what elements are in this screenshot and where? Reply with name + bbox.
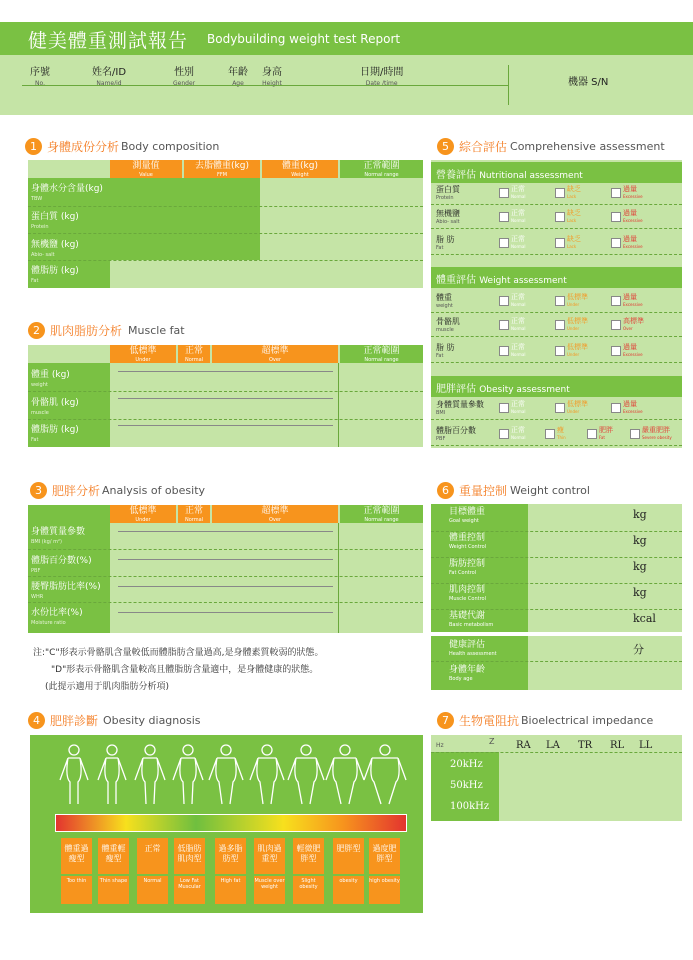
ca-option-0-1-2[interactable]: 過量 Excessive	[611, 210, 643, 224]
body-type-en-5: Muscle over weight	[254, 876, 285, 904]
bio-col-2: TR	[578, 740, 593, 751]
obesity-gradient-bar	[55, 814, 407, 832]
checkbox-icon[interactable]	[555, 212, 565, 222]
section-2-heading: 2 肌肉脂肪分析 Muscle fat	[28, 322, 185, 339]
checkbox-icon[interactable]	[611, 320, 621, 330]
checkbox-icon[interactable]	[499, 403, 509, 413]
bio-col-0: RA	[516, 740, 531, 751]
info-vdivider	[508, 65, 509, 105]
wc-unit-4: kcal	[633, 612, 656, 625]
body-type-en-2: Normal	[137, 876, 168, 904]
section-1-heading: 1 身體成份分析 Body composition	[25, 138, 219, 155]
body-type-4: 過多脂肪型	[215, 838, 246, 874]
checkbox-icon[interactable]	[499, 188, 509, 198]
checkbox-icon[interactable]	[611, 238, 621, 248]
body-type-en-3: Low Fat Muscular	[174, 876, 205, 904]
ca-option-0-0-0[interactable]: 正常 Normal	[499, 186, 525, 200]
section-6-heading: 6 重量控制 Weight control	[437, 482, 590, 499]
wc-row-4: 基礎代謝 Basic metabolism	[449, 611, 494, 628]
body-type-en-0: Too thin	[61, 876, 92, 904]
ca-option-0-2-1[interactable]: 缺乏 Lack	[555, 236, 581, 250]
body-type-1: 體重輕瘦型	[98, 838, 129, 874]
checkbox-icon[interactable]	[545, 429, 555, 439]
health-row-1: 身體年齡 Body age	[449, 665, 486, 682]
ca-option-1-1-1[interactable]: 低標準 Under	[555, 318, 588, 332]
s3-row-pbf: 體脂百分數(%) PBF	[31, 556, 92, 574]
checkbox-icon[interactable]	[611, 296, 621, 306]
notes	[33, 645, 323, 696]
s3-col-over: 超標準 Over	[261, 506, 289, 523]
ca-option-1-0-1[interactable]: 低標準 Under	[555, 294, 588, 308]
field-date: 日期/時間 Date /time	[360, 67, 404, 87]
checkbox-icon[interactable]	[611, 212, 621, 222]
wc-unit-3: kg	[633, 586, 647, 599]
body-type-5: 肌肉過重型	[254, 838, 285, 874]
checkbox-icon[interactable]	[499, 296, 509, 306]
wc-row-2: 脂肪控制 Fat Control	[449, 559, 486, 576]
ca-option-1-2-0[interactable]: 正常 Normal	[499, 344, 525, 358]
checkbox-icon[interactable]	[499, 212, 509, 222]
s3-row-bmi: 身體質量參數 BMI (kg/ m²)	[31, 527, 86, 545]
s2-row-weight: 體重 (kg) weight	[31, 370, 70, 388]
checkbox-icon[interactable]	[587, 429, 597, 439]
body-type-en-4: High fat	[215, 876, 246, 904]
ca-option-0-1-1[interactable]: 缺乏 Lack	[555, 210, 581, 224]
impedance-z: Z	[489, 737, 495, 746]
note-c: 注:"C"形表示骨骼肌含量較低而體脂肪含量過高,是身體素質較弱的狀態。	[33, 648, 324, 658]
ca-group-title-2: 肥胖評估 Obesity assessment	[436, 384, 570, 395]
ca-option-2-1-2[interactable]: 肥胖 Fat	[587, 427, 613, 441]
s3-row-moisture: 水份比率(%) Moisture ratio	[31, 608, 83, 626]
machine-sn: 機器 S/N	[568, 77, 609, 88]
body-type-6: 輕微肥胖型	[293, 838, 324, 874]
field-no: 序號 No.	[30, 67, 50, 87]
checkbox-icon[interactable]	[499, 320, 509, 330]
s3-col-normal: 正常 Normal	[184, 506, 204, 523]
s1-col-value: 測量值 Value	[132, 161, 160, 178]
ca-row-1-1: 骨骼肌 muscle	[436, 317, 460, 333]
body-type-en-1: Thin shape	[98, 876, 129, 904]
wc-unit-2: kg	[633, 560, 647, 573]
body-type-en-8: high obesity	[369, 876, 400, 904]
ca-row-0-2: 脂 肪 Fat	[436, 235, 455, 251]
wc-row-1: 體重控制 Weight Control	[449, 533, 487, 550]
ca-option-2-0-2[interactable]: 過量 Excessive	[611, 401, 643, 415]
s2-row-muscle: 骨骼肌 (kg) muscle	[31, 398, 79, 416]
checkbox-icon[interactable]	[611, 346, 621, 356]
ca-group-title-1: 體重評估 Weight assessment	[436, 275, 567, 286]
ca-group-title-0: 營養評估 Nutritional assessment	[436, 170, 583, 181]
bio-col-3: RL	[610, 740, 625, 751]
body-type-7: 肥胖型	[333, 838, 364, 874]
note-d: "D"形表示骨骼肌含量較高且體脂肪含量適中，是身體健康的狀態。	[51, 665, 319, 675]
s1-col-range: 正常範圍 Normal range	[363, 161, 400, 178]
section-4-heading: 4 肥胖診斷 Obesity diagnosis	[28, 712, 201, 729]
bio-col-4: LL	[639, 740, 653, 751]
report-title: 健美體重測試報告	[28, 30, 189, 52]
s1-row-tbw: 身體水分含量(kg) TBW	[31, 184, 103, 202]
ca-option-2-1-0[interactable]: 正常 Normal	[499, 427, 525, 441]
body-type-2: 正常	[137, 838, 168, 874]
ca-option-1-0-0[interactable]: 正常 Normal	[499, 294, 525, 308]
ca-option-1-2-2[interactable]: 過量 Excessive	[611, 344, 643, 358]
checkbox-icon[interactable]	[611, 188, 621, 198]
ca-option-0-1-0[interactable]: 正常 Normal	[499, 210, 525, 224]
body-type-en-7: obesity	[333, 876, 364, 904]
ca-option-1-1-0[interactable]: 正常 Normal	[499, 318, 525, 332]
s1-row-fat: 體脂肪 (kg) Fat	[31, 266, 79, 284]
checkbox-icon[interactable]	[555, 296, 565, 306]
checkbox-icon[interactable]	[555, 346, 565, 356]
wc-row-0: 目標體重 Goal weight	[449, 507, 486, 524]
ca-option-0-0-2[interactable]: 過量 Excessive	[611, 186, 643, 200]
s3-row-whr: 腰臀脂肪比率(%) WHR	[31, 582, 101, 600]
report-title-bar	[0, 22, 693, 55]
info-divider	[22, 85, 508, 86]
checkbox-icon[interactable]	[499, 346, 509, 356]
ca-option-0-0-1[interactable]: 缺乏 Lack	[555, 186, 581, 200]
ca-row-2-1: 體脂百分數 PBF	[436, 426, 476, 442]
ca-row-1-0: 體重 weight	[436, 293, 453, 309]
bio-row-0: 20kHz	[450, 759, 483, 770]
s2-row-fat: 體脂肪 (kg) Fat	[31, 425, 79, 443]
impedance-hz: Hz	[436, 742, 444, 749]
s3-col-range: 正常範圍 Normal range	[363, 506, 400, 523]
section-7-heading: 7 生物電阻抗 Bioelectrical impedance	[437, 712, 653, 729]
ca-row-1-2: 脂 肪 Fat	[436, 343, 455, 359]
body-figures-icon	[30, 742, 423, 807]
ca-option-1-0-2[interactable]: 過量 Excessive	[611, 294, 643, 308]
ca-option-1-2-1[interactable]: 低標準 Under	[555, 344, 588, 358]
s2-col-range: 正常範圍 Normal range	[363, 346, 400, 363]
bio-row-2: 100kHz	[450, 801, 490, 812]
checkbox-icon[interactable]	[611, 403, 621, 413]
checkbox-icon[interactable]	[555, 238, 565, 248]
field-name: 姓名/ID Name/id	[92, 67, 127, 87]
body-type-8: 過度肥胖型	[369, 838, 400, 874]
section-3-heading: 3 肥胖分析 Analysis of obesity	[30, 482, 205, 499]
note-hint: (此提示適用于肌肉脂肪分析項)	[45, 682, 170, 692]
ca-option-2-0-1[interactable]: 低標準 Under	[555, 401, 588, 415]
field-age: 年齡 Age	[228, 67, 248, 87]
field-gender: 性別 Gender	[173, 67, 196, 87]
ca-option-2-1-3[interactable]: 嚴重肥胖 Severe obesity	[630, 427, 672, 441]
body-type-0: 體重過瘦型	[61, 838, 92, 874]
s2-col-under: 低標準 Under	[129, 346, 157, 363]
checkbox-icon[interactable]	[555, 188, 565, 198]
body-type-3: 低脂肪肌肉型	[174, 838, 205, 874]
checkbox-icon[interactable]	[555, 320, 565, 330]
checkbox-icon[interactable]	[499, 238, 509, 248]
ca-option-1-1-2[interactable]: 高標準 Over	[611, 318, 644, 332]
wc-row-3: 肌肉控制 Muscle Control	[449, 585, 486, 602]
ca-option-2-1-1[interactable]: 瘦 Thin	[545, 427, 566, 441]
s2-col-over: 超標準 Over	[261, 346, 289, 363]
health-unit-0: 分	[633, 643, 644, 656]
checkbox-icon[interactable]	[630, 429, 640, 439]
s1-col-weight: 體重(kg) Weight	[282, 161, 318, 178]
s1-row-salt: 無機鹽 (kg) Abio- salt	[31, 240, 79, 258]
s2-col-normal: 正常 Normal	[184, 346, 204, 363]
checkbox-icon[interactable]	[555, 403, 565, 413]
ca-option-0-2-0[interactable]: 正常 Normal	[499, 236, 525, 250]
ca-option-0-2-2[interactable]: 過量 Excessive	[611, 236, 643, 250]
patient-info-band	[0, 55, 693, 115]
bio-col-1: LA	[546, 740, 560, 751]
ca-row-0-1: 無機鹽 Abio- salt	[436, 209, 460, 225]
health-row-0: 健康評估 Health assessment	[449, 640, 497, 657]
report-title-en: Bodybuilding weight test Report	[207, 32, 401, 46]
s1-col-ffm: 去脂體重(kg) FFM	[195, 161, 249, 178]
section-5-heading: 5 綜合評估 Comprehensive assessment	[437, 138, 665, 155]
wc-unit-1: kg	[633, 534, 647, 547]
ca-row-0-0: 蛋白質 Protein	[436, 185, 460, 201]
s3-col-under: 低標準 Under	[129, 506, 157, 523]
bio-row-1: 50kHz	[450, 780, 483, 791]
field-height: 身高 Height	[262, 67, 282, 87]
wc-unit-0: kg	[633, 508, 647, 521]
checkbox-icon[interactable]	[499, 429, 509, 439]
ca-option-2-0-0[interactable]: 正常 Normal	[499, 401, 525, 415]
ca-row-2-0: 身體質量參數 BMI	[436, 400, 484, 416]
body-type-en-6: Slight obesity	[293, 876, 324, 904]
s1-row-protein: 蛋白質 (kg) Protein	[31, 212, 79, 230]
